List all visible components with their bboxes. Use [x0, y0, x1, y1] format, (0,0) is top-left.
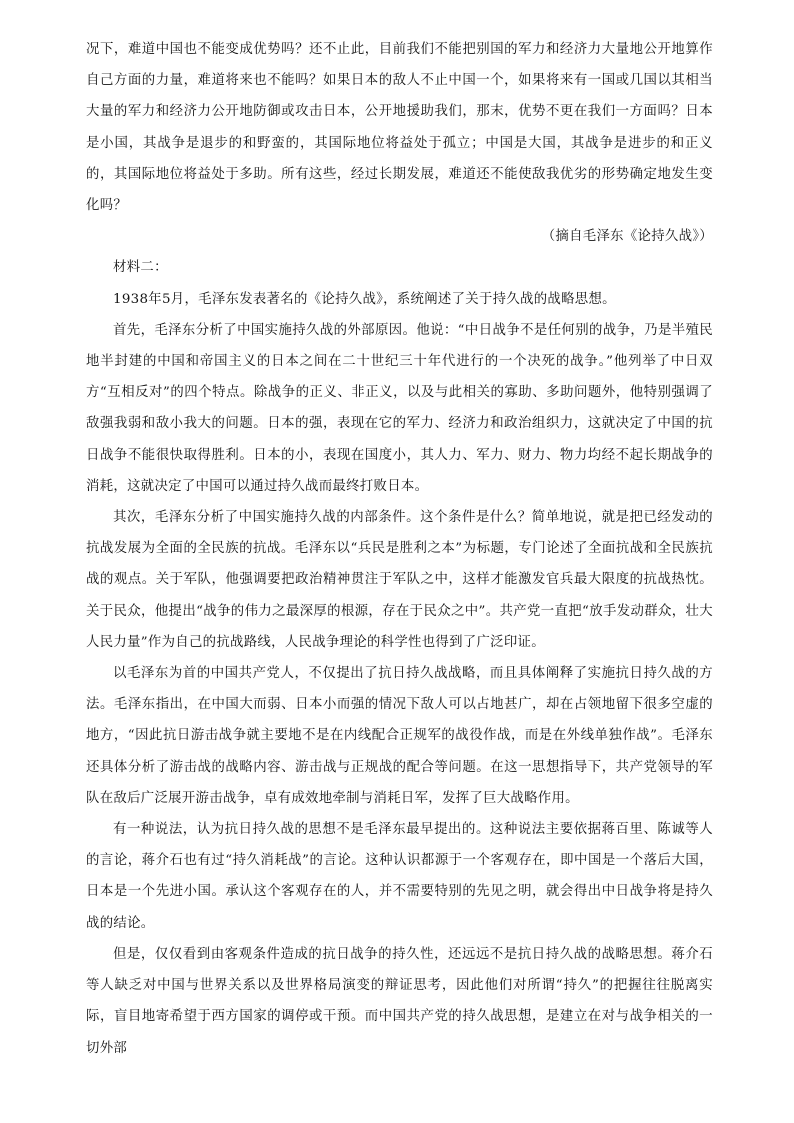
paragraph-methods: 以毛泽东为首的中国共产党人，不仅提出了抗日持久战战略，而且具体阐释了实施抗日持久战的方法。毛泽东指出，在中国大而弱、日本小而强的情况下敌人可以占地甚广，却在占领地留下很多空虚的地方，“因此抗日游击战争就主要地不是在内线配合正规军的战役作战，而是在外线单独作战”。毛泽东还具体分析了游击战的战略内容、游击战与正规战的配合等问题。在这一思想指导下，共产党领导的军队在敌后广泛展开游击战争，卓有成效地牵制与消耗日军，发挥了巨大战略作用。	[86, 666, 713, 806]
paragraph-rebuttal: 但是，仅仅看到由客观条件造成的抗日战争的持久性，还远远不是抗日持久战的战略思想。蒋介石等人缺乏对中国与世界关系以及世界格局演变的辩证思考，因此他们对所谓“持久”的把握往往脱离实际，盲目地寄希望于西方国家的调停或干预。而中国共产党的持久战思想，是建立在对与战争相关的一切外部	[86, 946, 713, 1056]
paragraph-internal-conditions: 其次，毛泽东分析了中国实施持久战的内部条件。这个条件是什么？简单地说，就是把已经发动的抗战发展为全面的全民族的抗战。毛泽东以“兵民是胜利之本”为标题，专门论述了全面抗战和全民族抗战的观点。关于军队，他强调要把政治精神贯注于军队之中，这样才能激发官兵最大限度的抗战热忱。关于民众，他提出“战争的伟力之最深厚的根源，存在于民众之中”。共产党一直把“放手发动群众，壮大人民力量”作为自己的抗战路线，人民战争理论的科学性也得到了广泛印证。	[86, 510, 713, 650]
paragraph-continuation: 况下，难道中国也不能变成优势吗？还不止此，目前我们不能把别国的军力和经济力大量地公开地算作自己方面的力量，难道将来也不能吗？如果日本的敌人不止中国一个，如果将来有一国或几国以其相当大量的军力和经济力公开地防御或攻击日本，公开地援助我们，那末，优势不更在我们一方面吗？日本是小国，其战争是退步的和野蛮的，其国际地位将益处于孤立；中国是大国，其战争是进步的和正义的，其国际地位将益处于多助。所有这些，经过长期发展，难道还不能使敌我优劣的形势确定地发生变化吗？	[86, 42, 713, 214]
section-heading-material-two: 材料二：	[113, 260, 168, 276]
paragraph-intro: 1938年5月，毛泽东发表著名的《论持久战》，系统阐述了关于持久战的战略思想。	[113, 291, 616, 307]
document-page	[86, 34, 713, 1064]
source-citation: （摘自毛泽东《论持久战》）	[541, 229, 713, 245]
paragraph-external-causes: 首先，毛泽东分析了中国实施持久战的外部原因。他说：“中日战争不是任何别的战争，乃是半殖民地半封建的中国和帝国主义的日本之间在二十世纪三十年代进行的一个决死的战争。”他列举了中日双方“互相反对”的四个特点。除战争的正义、非正义，以及与此相关的寡助、多助问题外，他特别强调了敌强我弱和敌小我大的问题。日本的强，表现在它的军力、经济力和政治组织力，这就决定了中国的抗日战争不能很快取得胜利。日本的小，表现在国度小，其人力、军力、财力、物力均经不起长期战争的消耗，这就决定了中国可以通过持久战而最终打败日本。	[86, 322, 713, 494]
paragraph-other-view: 有一种说法，认为抗日持久战的思想不是毛泽东最早提出的。这种说法主要依据蒋百里、陈诚等人的言论，蒋介石也有过“持久消耗战”的言论。这种认识都源于一个客观存在，即中国是一个落后大国，日本是一个先进小国。承认这个客观存在的人，并不需要特别的先见之明，就会得出中日战争将是持久战的结论。	[86, 822, 713, 931]
